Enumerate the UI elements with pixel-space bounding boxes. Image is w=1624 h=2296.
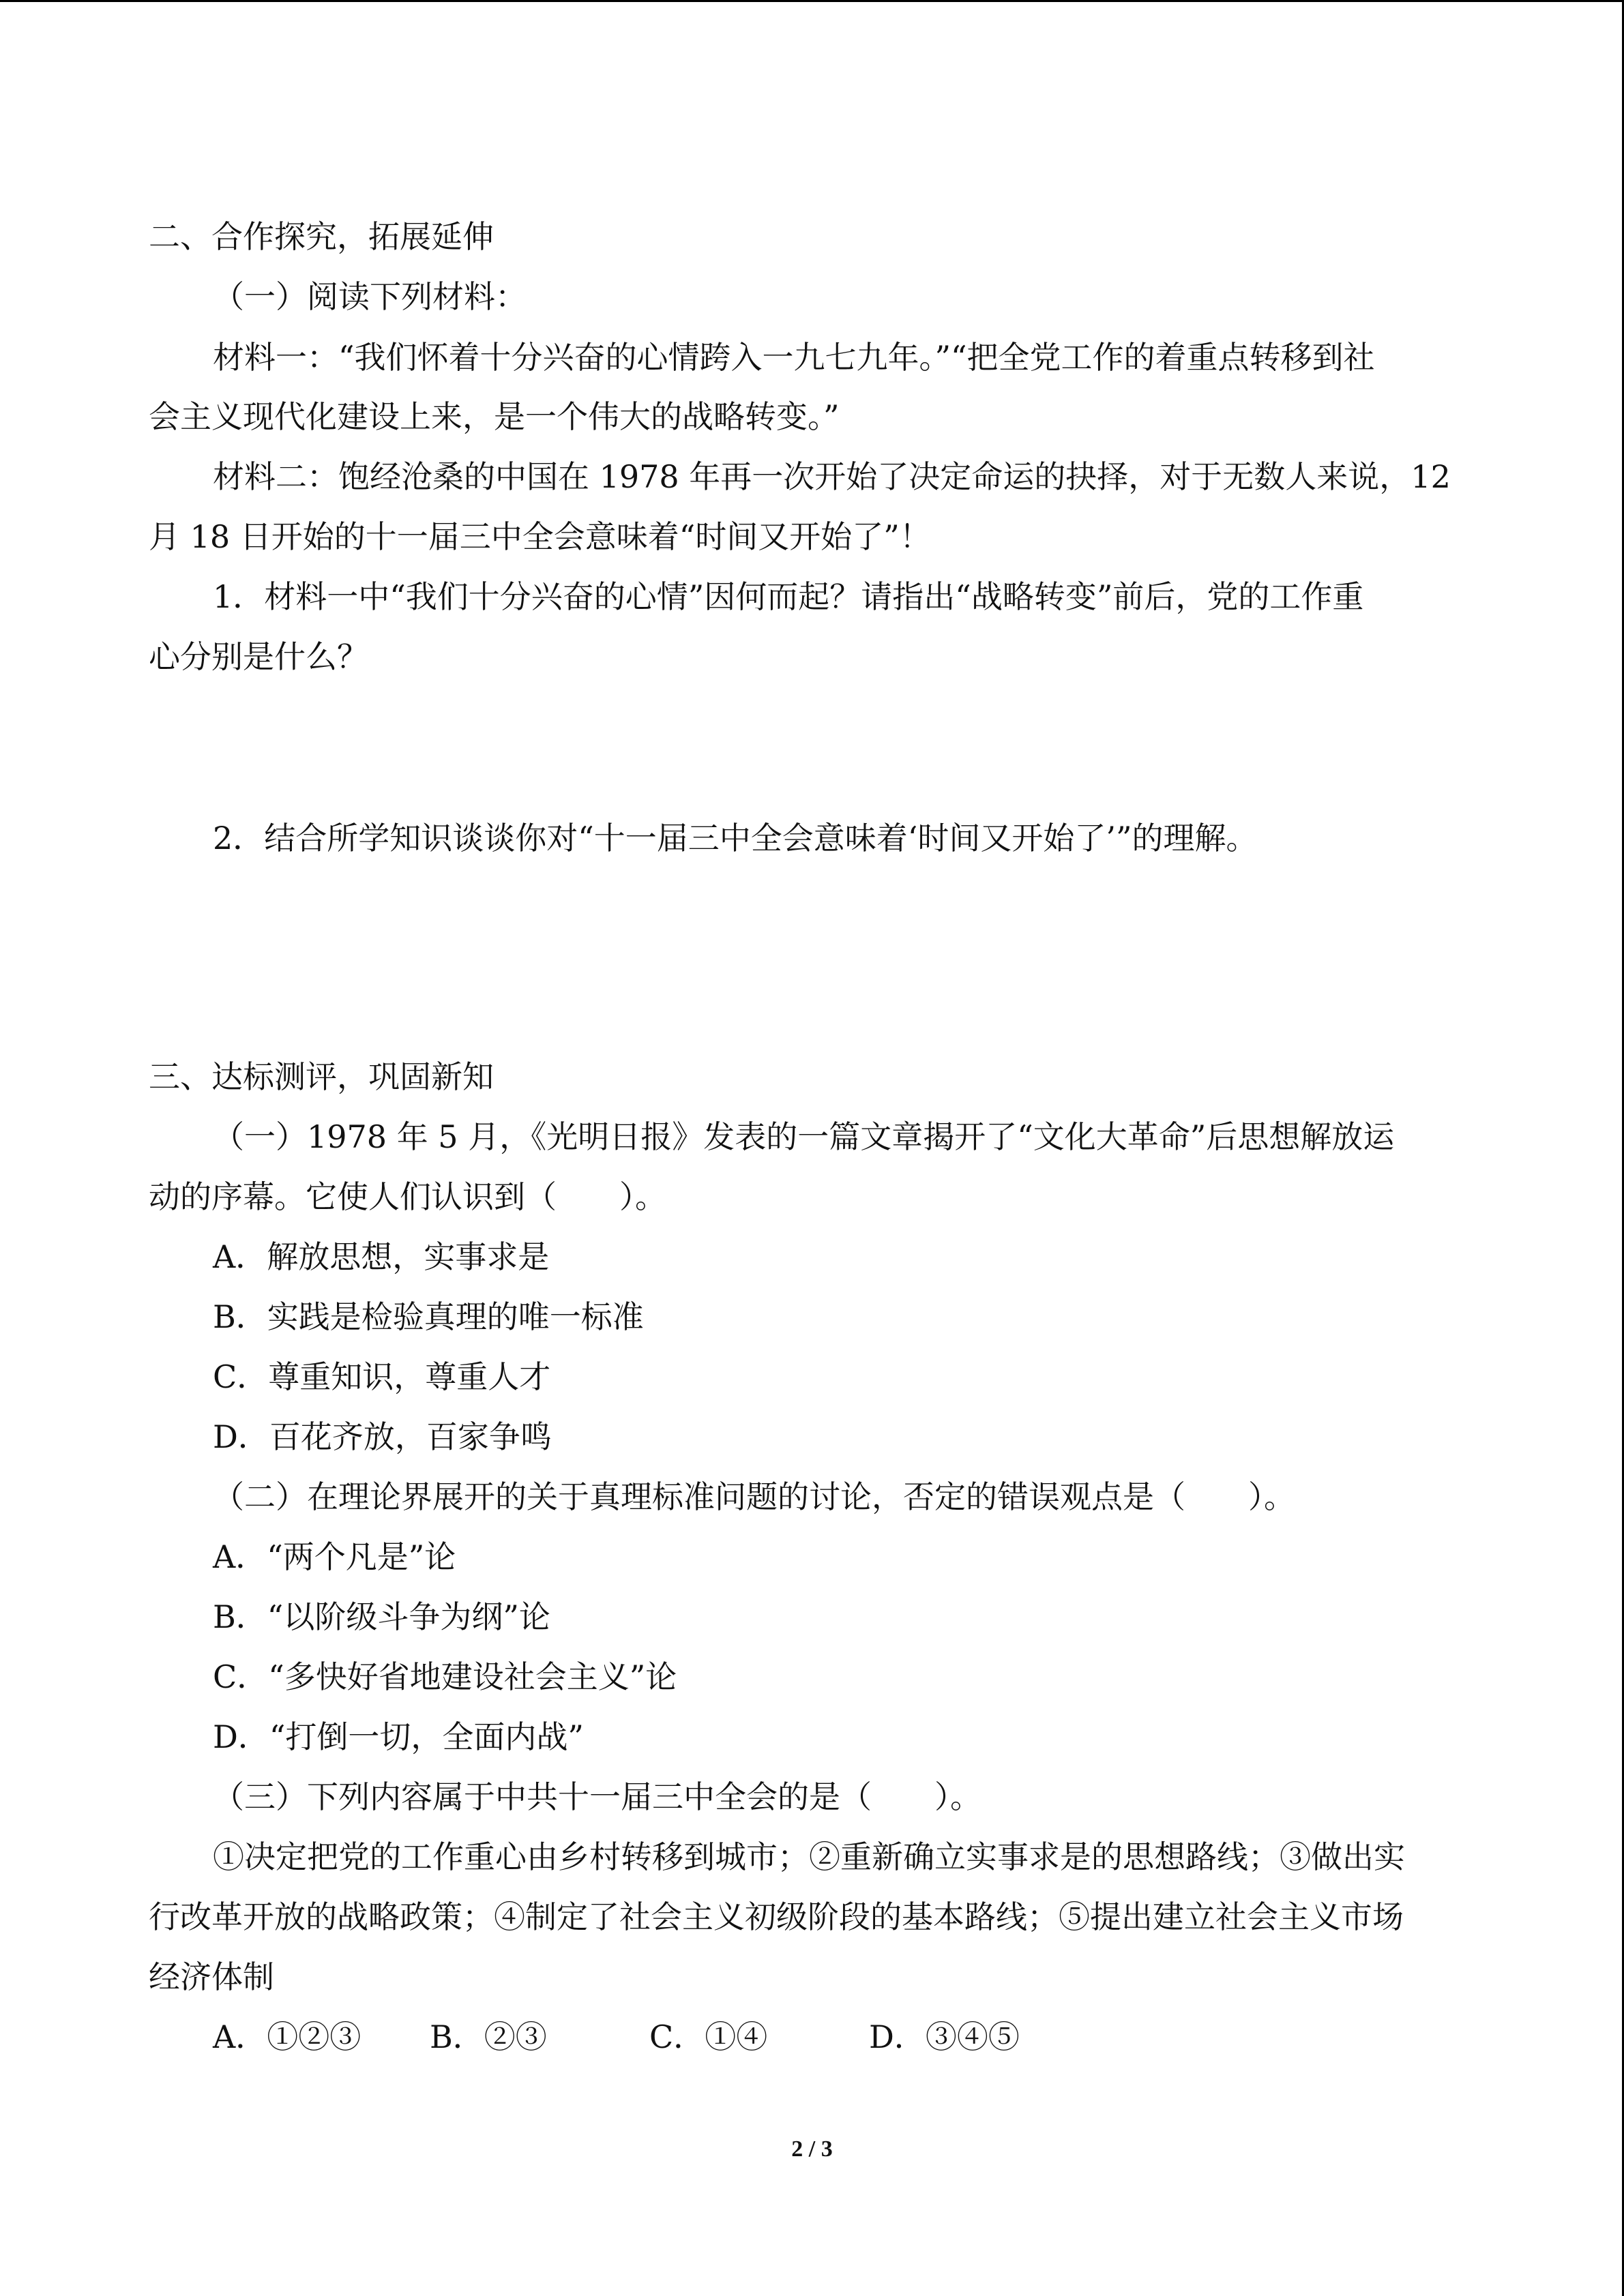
mc-question-2-option-a: A．“两个凡是”论 (213, 1538, 456, 1575)
mc-question-3-option-a: A．①②③ (213, 2018, 361, 2055)
question-1-line-2: 心分别是什么？ (149, 638, 368, 675)
material-2-line-1: 材料二：饱经沧桑的中国在 1978 年再一次开始了决定命运的抉择，对于无数人来说，12 (213, 458, 1451, 495)
section-2-heading: 二、合作探究，拓展延伸 (149, 218, 494, 255)
mc-question-3-option-c: C．①④ (649, 2018, 768, 2055)
mc-question-3-options (213, 2018, 1020, 2056)
section-3-heading: 三、达标测评，巩固新知 (149, 1058, 494, 1095)
mc-question-3-option-b: B．②③ (430, 2018, 547, 2055)
mc-question-1-line-2: 动的序幕。它使人们认识到（ ）。 (149, 1178, 666, 1215)
mc-question-3-option-d: D．③④⑤ (869, 2018, 1020, 2055)
mc-question-1-option-d: D．百花齐放，百家争鸣 (213, 1418, 552, 1455)
material-1-line-2: 会主义现代化建设上来，是一个伟大的战略转变。” (149, 398, 840, 435)
mc-question-2-option-b: B．“以阶级斗争为纲”论 (213, 1598, 550, 1635)
mc-question-2-option-c: C．“多快好省地建设社会主义”论 (213, 1658, 677, 1695)
mc-question-2-option-d: D．“打倒一切，全面内战” (213, 1718, 584, 1755)
page-number: 2 / 3 (791, 2136, 833, 2162)
mc-question-1-option-c: C．尊重知识，尊重人才 (213, 1358, 551, 1395)
mc-question-1-option-a: A．解放思想，实事求是 (213, 1238, 550, 1275)
mc-question-3-statements-line-2: 行改革开放的战略政策；④制定了社会主义初级阶段的基本路线；⑤提出建立社会主义市场 (149, 1898, 1404, 1935)
mc-question-3-statements-line-3: 经济体制 (149, 1958, 274, 1995)
mc-question-2: （二）在理论界展开的关于真理标准问题的讨论，否定的错误观点是（ ）。 (213, 1478, 1295, 1515)
question-2: 2．结合所学知识谈谈你对“十一届三中全会意味着‘时间又开始了’”的理解。 (213, 820, 1258, 856)
question-1-line-1: 1．材料一中“我们十分兴奋的心情”因何而起？请指出“战略转变”前后，党的工作重 (213, 578, 1364, 615)
material-1-line-1: 材料一：“我们怀着十分兴奋的心情跨入一九七九年。”“把全党工作的着重点转移到社 (213, 339, 1375, 376)
section-2-sub-1: （一）阅读下列材料： (213, 278, 527, 315)
material-2-line-2: 月 18 日开始的十一届三中全会意味着“时间又开始了”！ (149, 518, 931, 555)
mc-question-1-option-b: B．实践是检验真理的唯一标准 (213, 1298, 644, 1335)
mc-question-3: （三）下列内容属于中共十一届三中全会的是（ ）。 (213, 1778, 981, 1815)
mc-question-1-line-1: （一）1978 年 5 月，《光明日报》发表的一篇文章揭开了“文化大革命”后思想解放运 (213, 1118, 1395, 1155)
mc-question-3-statements-line-1: ①决定把党的工作重心由乡村转移到城市；②重新确立实事求是的思想路线；③做出实 (213, 1838, 1405, 1875)
